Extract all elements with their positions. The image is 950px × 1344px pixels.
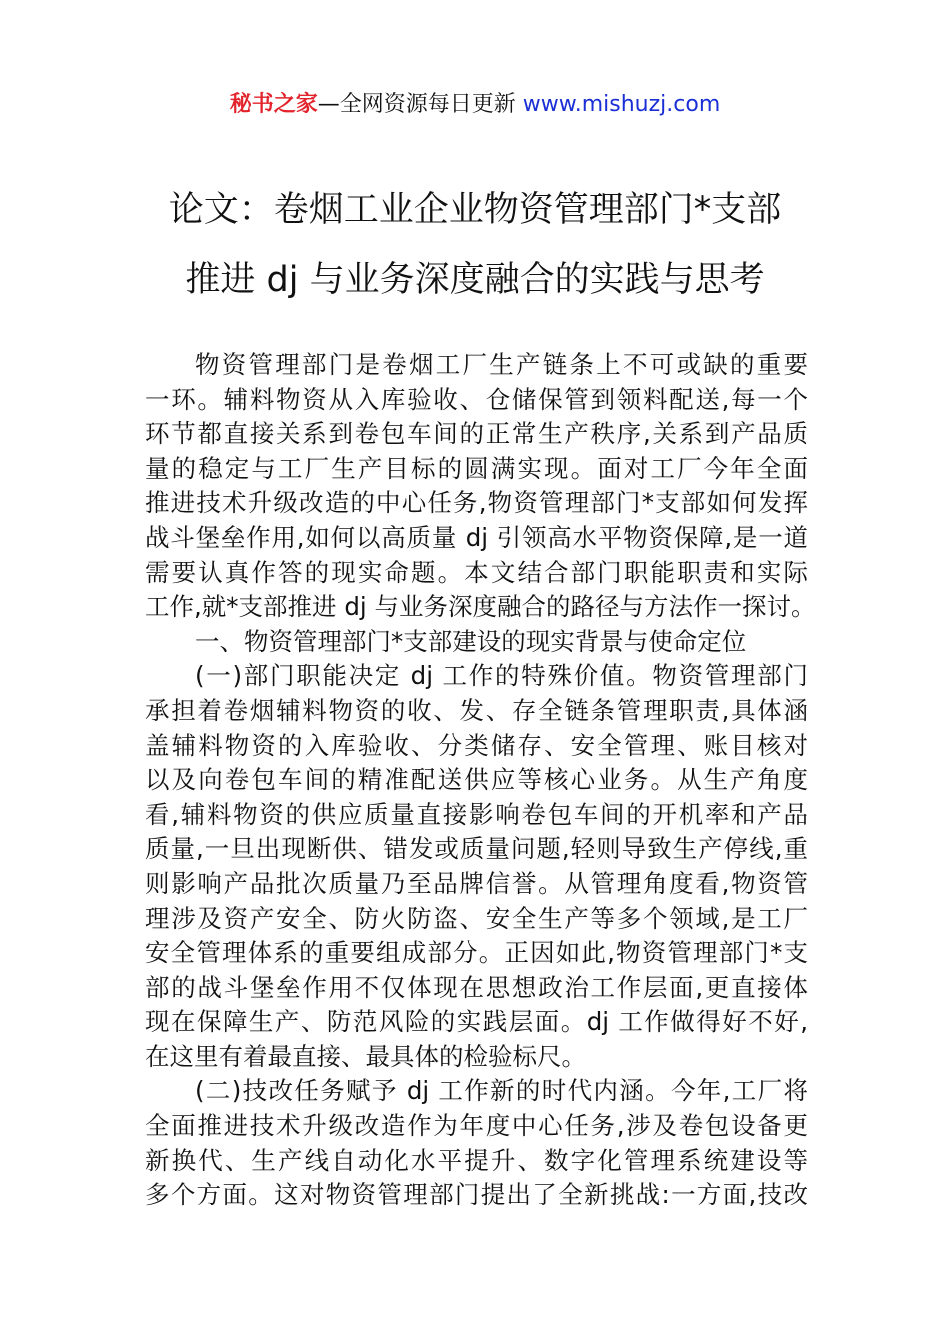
body-line: 安全管理体系的重要组成部分。正因如此,物资管理部门*支 [145,938,808,968]
document-title-line-2: 推进 dj 与业务深度融合的实践与思考 [185,260,765,300]
body-line: 需要认真作答的现实命题。本文结合部门职能职责和实际 [145,557,808,587]
body-line: 物资管理部门是卷烟工厂生产链条上不可或缺的重要 [195,350,808,379]
body-line: 推进技术升级改造的中心任务,物资管理部门*支部如何发挥 [145,488,808,518]
body-line: 现在保障生产、防范风险的实践层面。dj 工作做得好不好, [145,1007,808,1037]
body-line: (二)技改任务赋予 dj 工作新的时代内涵。今年,工厂将 [195,1076,808,1106]
site-url-link[interactable]: www.mishuzj.com [522,92,721,117]
body-line: 环节都直接关系到卷包车间的正常生产秩序,关系到产品质 [145,419,808,449]
body-line: 则影响产品批次质量乃至品牌信誉。从管理角度看,物资管 [145,868,808,898]
body-line: 战斗堡垒作用,如何以高质量 dj 引领高水平物资保障,是一道 [145,522,808,552]
site-header [0,88,950,122]
header-slogan: —全网资源每日更新 [317,92,523,117]
section-heading: 一、物资管理部门*支部建设的现实背景与使命定位 [195,626,747,656]
body-line: 理涉及资产安全、防火防盗、安全生产等多个领域,是工厂 [145,903,808,933]
body-line: 多个方面。这对物资管理部门提出了全新挑战:一方面,技改 [145,1180,808,1210]
body-line: 一环。辅料物资从入库验收、仓储保管到领料配送,每一个 [145,384,808,414]
brand-name: 秘书之家 [229,92,318,117]
body-line: 承担着卷烟辅料物资的收、发、存全链条管理职责,具体涵 [145,695,808,725]
body-line: (一)部门职能决定 dj 工作的特殊价值。物资管理部门 [195,661,808,691]
body-line: 盖辅料物资的入库验收、分类储存、安全管理、账目核对 [145,730,808,760]
document-title-line-1: 论文：卷烟工业企业物资管理部门*支部 [168,190,782,230]
body-line: 量的稳定与工厂生产目标的圆满实现。面对工厂今年全面 [145,453,808,483]
body-line: 工作,就*支部推进 dj 与业务深度融合的路径与方法作一探讨。 [145,592,816,622]
body-line: 以及向卷包车间的精准配送供应等核心业务。从生产角度 [145,765,808,795]
body-line: 在这里有着最直接、最具体的检验标尺。 [145,1041,586,1071]
body-line: 新换代、生产线自动化水平提升、数字化管理系统建设等 [145,1145,808,1175]
document-body [145,348,816,1213]
body-line: 看,辅料物资的供应质量直接影响卷包车间的开机率和产品 [145,799,808,829]
body-line: 全面推进技术升级改造作为年度中心任务,涉及卷包设备更 [145,1111,808,1141]
body-line: 质量,一旦出现断供、错发或质量问题,轻则导致生产停线,重 [145,834,808,864]
body-line: 部的战斗堡垒作用不仅体现在思想政治工作层面,更直接体 [145,972,808,1002]
